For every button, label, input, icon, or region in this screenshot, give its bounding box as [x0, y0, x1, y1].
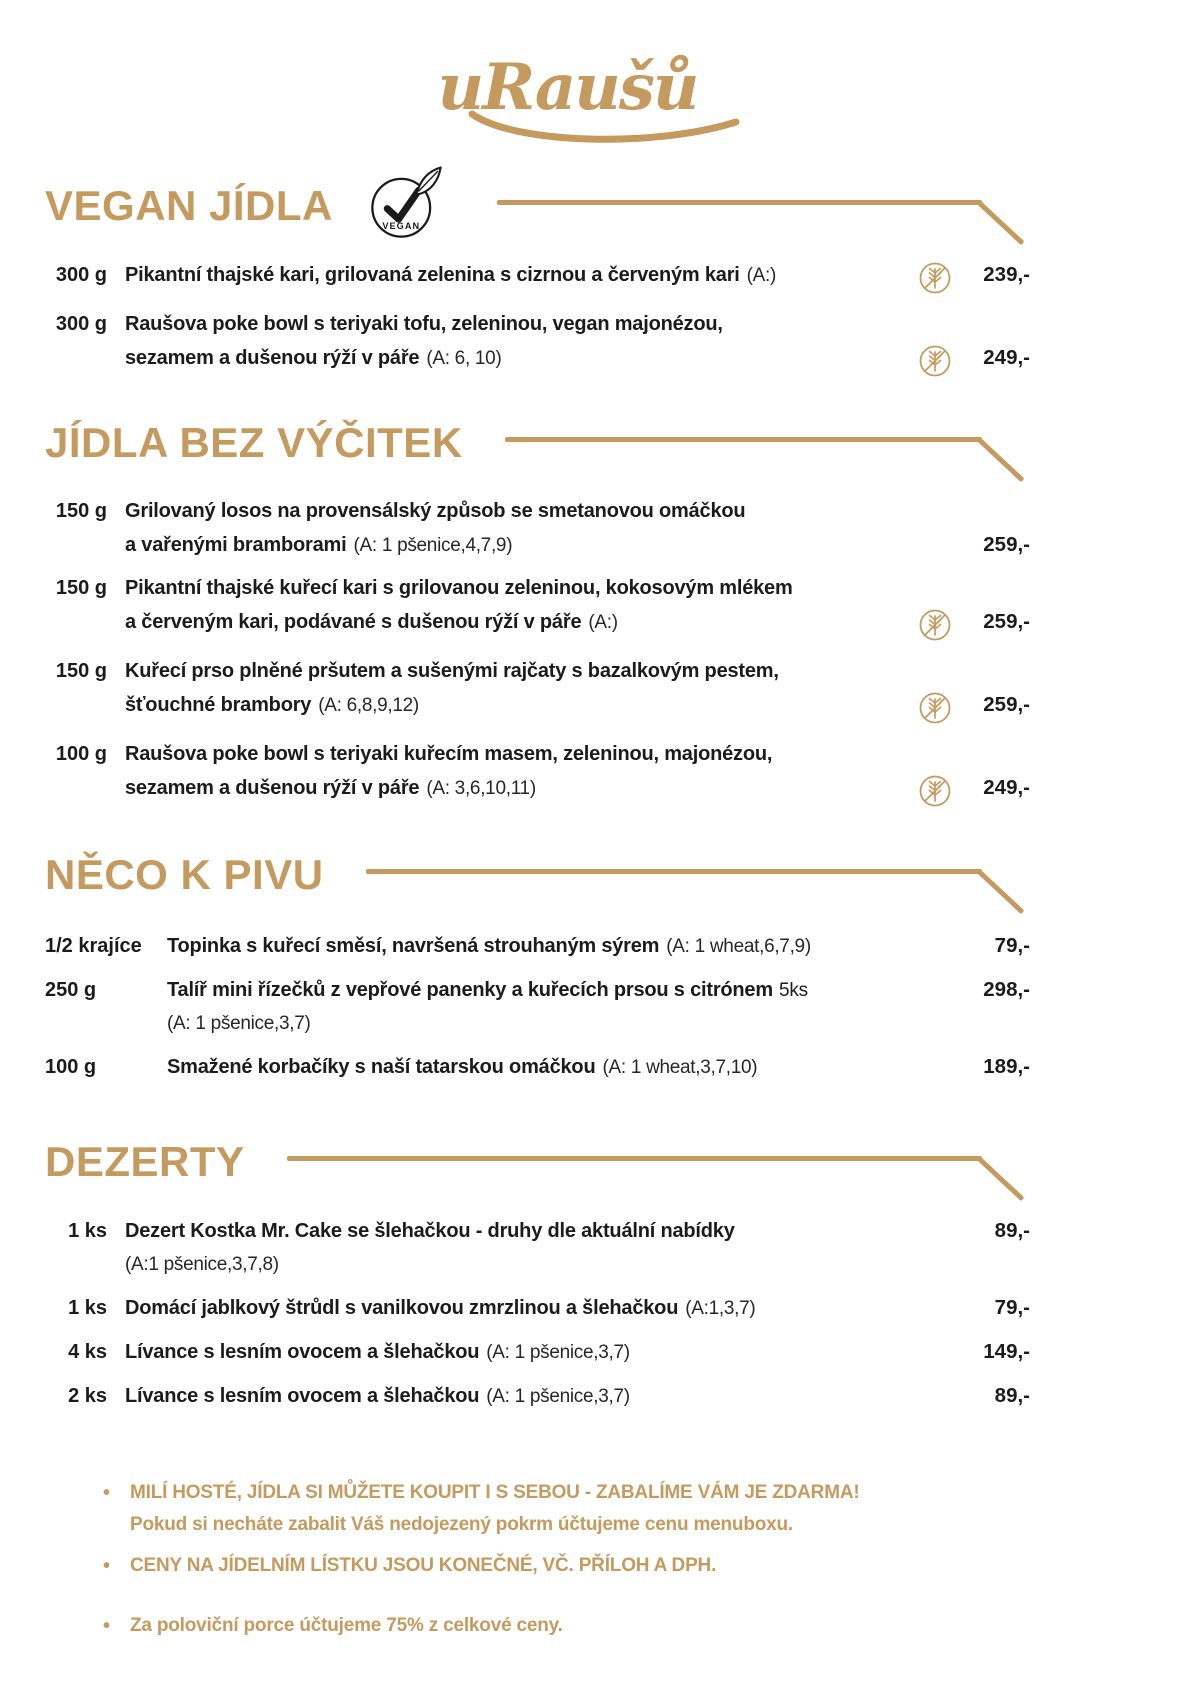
section-vegan: [45, 258, 1030, 381]
note-text: Pokud si necháte zabalit Váš nedojezený pokrm účtujeme cenu menuboxu.: [130, 1514, 793, 1535]
section-title: JÍDLA BEZ VÝČITEK: [45, 418, 463, 466]
menu-item-row: [45, 572, 1030, 605]
item-name: Smažené korbačíky s naší tatarskou omáčkou: [167, 1056, 596, 1078]
item-amount: 1/2 krajíce: [45, 935, 142, 957]
item-amount: 300 g: [55, 313, 107, 335]
item-name: sezamem a dušenou rýží v páře: [125, 777, 420, 799]
gluten-free-icon: [914, 341, 956, 381]
item-allergens: (A: 1 wheat,3,7,10): [602, 1057, 758, 1078]
item-name: Topinka s kuřecí směsí, navršená strouhaným sýrem: [167, 935, 660, 957]
menu-item: [45, 929, 1030, 963]
item-amount: 4 ks: [68, 1341, 107, 1363]
menu-item: [45, 1291, 1030, 1325]
footer-notes: [45, 1477, 1030, 1642]
item-name: a vařenými bramborami: [125, 534, 347, 556]
item-name: Lívance s lesním ovocem a šlehačkou: [125, 1341, 480, 1363]
menu-item-row: [45, 688, 1030, 728]
menu-item: [45, 572, 1030, 645]
item-allergens: (A:): [588, 612, 618, 633]
menu-item: [45, 308, 1030, 381]
item-name: Domácí jablkový štrůdl s vanilkovou zmrzlinou a šlehačkou: [125, 1297, 679, 1319]
section-bez-vycitek: [45, 495, 1030, 811]
section-neco-k-pivu: [45, 929, 1030, 1084]
item-name: Pikantní thajské kari, grilovaná zelenina s cizrnou a červeným kari: [125, 264, 740, 286]
item-price: 259,-: [983, 533, 1030, 556]
item-name: a červeným kari, podávané s dušenou rýží v páře: [125, 611, 582, 633]
item-name: Pikantní thajské kuřecí kari s grilovanou zeleninou, kokosovým mlékem: [125, 577, 793, 599]
section-title: VEGAN JÍDLA: [45, 181, 333, 229]
item-amount: 100 g: [45, 1056, 97, 1078]
item-name: Raušova poke bowl s teriyaki tofu, zeleninou, vegan majonézou,: [125, 313, 723, 335]
menu-item: [45, 1335, 1030, 1369]
menu-item-row: [45, 771, 1030, 811]
menu-item-row: [45, 308, 1030, 341]
menu-item-row: [45, 929, 1030, 963]
menu-item-row: [45, 1050, 1030, 1084]
section-rule: [287, 1134, 1030, 1190]
item-amount: 100 g: [55, 743, 107, 765]
item-allergens: (A:): [746, 265, 777, 286]
menu-item: [45, 738, 1030, 811]
item-allergens: (A:1 pšenice,3,7,8): [125, 1254, 279, 1275]
section-header-neco-k-pivu: [45, 847, 1030, 903]
item-price: 189,-: [983, 1055, 1030, 1078]
item-price: 259,-: [983, 610, 1030, 633]
menu-item-row: [45, 1291, 1030, 1325]
section-dezerty: [45, 1214, 1030, 1413]
menu-item: [45, 258, 1030, 298]
item-amount: 250 g: [45, 979, 97, 1001]
item-pieces-suffix: 5ks: [778, 980, 808, 1001]
restaurant-logo: [105, 46, 1030, 150]
menu-item-row: [45, 258, 1030, 298]
item-allergens: (A: 1 wheat,6,7,9): [666, 936, 811, 957]
section-header-bez-vycitek: [45, 415, 1030, 471]
item-price: 79,-: [994, 934, 1030, 957]
menu-item-row: [45, 528, 1030, 562]
item-amount: 150 g: [55, 660, 107, 682]
item-name: Raušova poke bowl s teriyaki kuřecím masem, zeleninou, majonézou,: [125, 743, 773, 765]
menu-item-row: [45, 1214, 1030, 1248]
menu-item-row: [45, 655, 1030, 688]
gluten-free-icon: [914, 771, 956, 811]
item-allergens: (A: 3,6,10,11): [426, 778, 536, 799]
vegan-badge: [361, 164, 445, 248]
menu-item-row: [45, 341, 1030, 381]
menu-item-row: [45, 495, 1030, 528]
section-rule: [497, 178, 1030, 234]
footer-note: [103, 1610, 1030, 1642]
note-text: CENY NA JÍDELNÍM LÍSTKU JSOU KONEČNÉ, VČ. PŘÍLOH A DPH.: [130, 1555, 717, 1576]
item-allergens: (A: 1 pšenice,3,7): [486, 1342, 630, 1363]
menu-item: [45, 1379, 1030, 1413]
item-amount: 1 ks: [68, 1297, 107, 1319]
menu-item-row: [45, 1379, 1030, 1413]
note-text: MILÍ HOSTÉ, JÍDLA SI MŮŽETE KOUPIT I S SEBOU - ZABALÍME VÁM JE ZDARMA!: [130, 1482, 860, 1503]
section-rule: [505, 415, 1030, 471]
gluten-free-icon: [914, 688, 956, 728]
section-rule: [366, 847, 1030, 903]
item-amount: 300 g: [55, 264, 107, 286]
item-price: 249,-: [983, 776, 1030, 799]
item-name: Dezert Kostka Mr. Cake se šlehačkou - druhy dle aktuální nabídky: [125, 1220, 735, 1242]
footer-note: [103, 1550, 1030, 1582]
menu-item-row: [45, 605, 1030, 645]
menu-item: [45, 655, 1030, 728]
menu-item-row: [45, 1335, 1030, 1369]
item-price: 259,-: [983, 693, 1030, 716]
item-allergens: (A: 1 pšenice,4,7,9): [353, 535, 513, 556]
bullet-icon: •: [103, 1555, 111, 1577]
restaurant-logo-text: uRaušů: [437, 50, 698, 125]
item-price: 89,-: [994, 1384, 1030, 1407]
item-name: Grilovaný losos na provensálský způsob se smetanovou omáčkou: [125, 500, 746, 522]
item-price: 89,-: [994, 1219, 1030, 1242]
menu-item-row: [45, 738, 1030, 771]
item-allergens: (A:1,3,7): [685, 1298, 756, 1319]
section-title: DEZERTY: [45, 1137, 245, 1185]
item-name: Lívance s lesním ovocem a šlehačkou: [125, 1385, 480, 1407]
item-allergens: (A: 1 pšenice,3,7): [167, 1013, 311, 1034]
item-price: 239,-: [983, 263, 1030, 286]
item-allergens: (A: 1 pšenice,3,7): [486, 1386, 630, 1407]
logo-swoosh-icon: [454, 108, 754, 148]
menu-item: [45, 973, 1030, 1040]
section-header-dezerty: [45, 1134, 1030, 1190]
item-allergens: (A: 6,8,9,12): [318, 695, 419, 716]
item-name: šťouchné brambory: [125, 694, 312, 716]
menu-item: [45, 1214, 1030, 1281]
section-title: NĚCO K PIVU: [45, 850, 324, 898]
section-header-vegan: [45, 164, 1030, 248]
item-amount: 2 ks: [68, 1385, 107, 1407]
vegan-badge-icon: [361, 164, 445, 248]
item-name: Talíř mini řízečků z vepřové panenky a kuřecích prsou s citrónem: [167, 979, 773, 1001]
menu-item: [45, 495, 1030, 562]
bullet-icon: •: [103, 1482, 111, 1504]
item-price: 298,-: [983, 978, 1030, 1001]
menu-item-row: [45, 973, 1030, 1007]
footer-note: [103, 1477, 1030, 1541]
bullet-icon: •: [103, 1615, 111, 1637]
item-name: sezamem a dušenou rýží v páře: [125, 347, 420, 369]
item-price: 149,-: [983, 1340, 1030, 1363]
item-allergens: (A: 6, 10): [426, 348, 502, 369]
menu-item-row: [45, 1248, 1030, 1281]
item-amount: 150 g: [55, 577, 107, 599]
item-price: 249,-: [983, 346, 1030, 369]
gluten-free-icon: [914, 605, 956, 645]
note-text: Za poloviční porce účtujeme 75% z celkové ceny.: [130, 1615, 563, 1636]
item-price: 79,-: [994, 1296, 1030, 1319]
menu-item-row: [45, 1007, 1030, 1040]
gluten-free-icon: [914, 258, 956, 298]
item-amount: 150 g: [55, 500, 107, 522]
svg-text:VEGAN: VEGAN: [382, 220, 421, 231]
item-amount: 1 ks: [68, 1220, 107, 1242]
item-name: Kuřecí prso plněné pršutem a sušenými rajčaty s bazalkovým pestem,: [125, 660, 779, 682]
menu-item: [45, 1050, 1030, 1084]
